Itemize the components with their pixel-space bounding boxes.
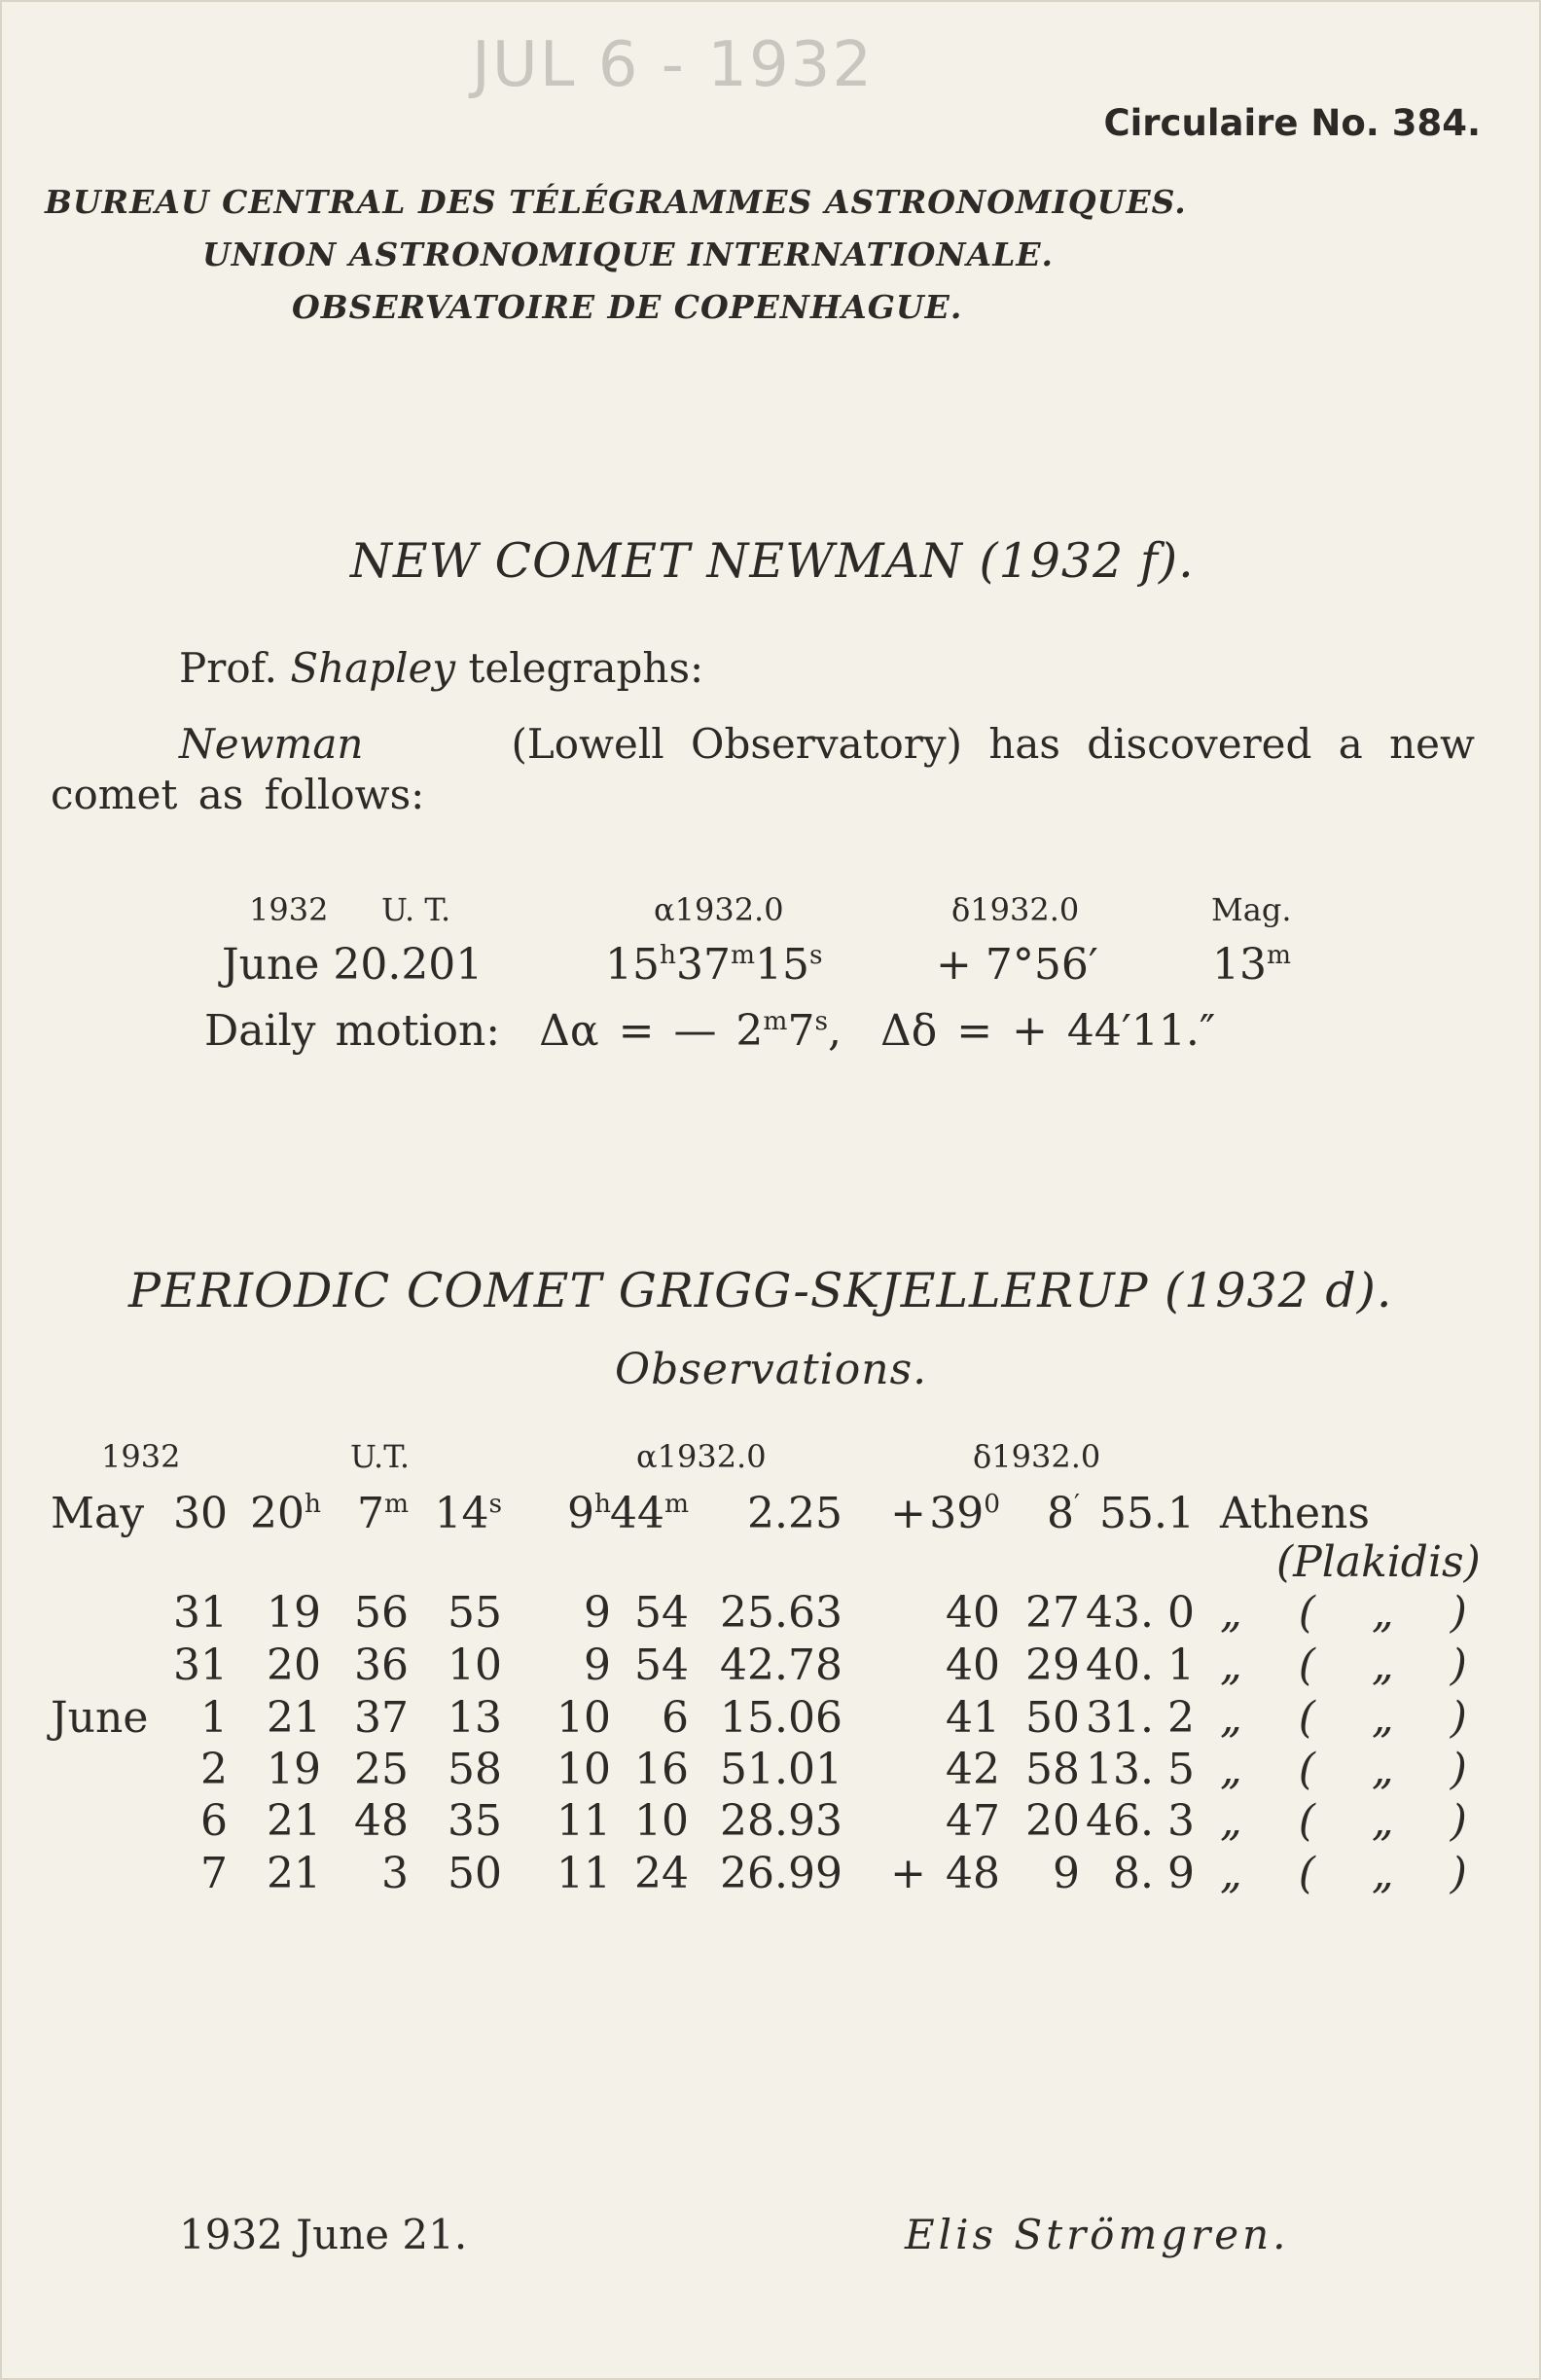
received-stamp: JUL 6 - 1932: [472, 29, 875, 101]
obs-cell-dm: 9: [1053, 1849, 1080, 1898]
obs-cell-m: 37: [354, 1693, 409, 1743]
obs-cell-as: 28.93: [720, 1796, 842, 1846]
section2-subtitle: Observations.: [615, 1345, 928, 1394]
footer-date: 1932 June 21.: [179, 2211, 468, 2258]
header-ra: α1932.0: [654, 891, 784, 928]
obs-cell-m: 56: [354, 1588, 409, 1638]
obs-cell-h: 20: [267, 1641, 321, 1690]
obs-cell-s: 13: [448, 1693, 502, 1743]
obs-cell-as: 2.25: [747, 1489, 842, 1538]
obs-cell-obs: „ ( „ ): [1220, 1641, 1488, 1690]
header-ut: U. T.: [381, 891, 451, 928]
obs-cell-am: 16: [634, 1745, 689, 1794]
obs-cell-ah: 9: [584, 1641, 611, 1690]
obs-cell-as: 15.06: [720, 1693, 842, 1743]
obs-cell-dm: 27: [1025, 1588, 1080, 1638]
obs-cell-dd: 48: [946, 1849, 1000, 1898]
obs-cell-m: 7$^m$: [356, 1489, 409, 1538]
obs-cell-h: 20$^h$: [250, 1489, 321, 1538]
obs-cell-ds: 40. 1: [1086, 1641, 1195, 1690]
obs-cell-as: 51.01: [720, 1745, 842, 1794]
obs-cell-day: 7: [200, 1849, 228, 1898]
discovery-dec: + 7°56′: [936, 940, 1098, 990]
obs-cell-am: 54: [634, 1588, 689, 1638]
obs-cell-obs: „ ( „ ): [1220, 1796, 1488, 1846]
obs-cell-h: 19: [267, 1745, 321, 1794]
obs-cell-am: 54: [634, 1641, 689, 1690]
obs-cell-h: 21: [267, 1796, 321, 1846]
obs-cell-am: 10: [634, 1796, 689, 1846]
obs-cell-day: 31: [173, 1588, 228, 1638]
header-observatory: OBSERVATOIRE DE COPENHAGUE.: [292, 288, 963, 326]
discovery-ra: 15$^h$37$^m$15$^s$: [605, 940, 823, 990]
obs-cell-day: 30: [173, 1489, 228, 1538]
obs-header-ra: α1932.0: [636, 1438, 767, 1475]
obs-cell-obs: „ ( „ ): [1220, 1745, 1488, 1794]
obs-cell-ds: 46. 3: [1086, 1796, 1195, 1846]
discovery-line-2: comet as follows:: [51, 771, 425, 818]
obs-cell-h: 21: [267, 1849, 321, 1898]
obs-cell-s: 58: [448, 1745, 502, 1794]
obs-cell-obs: „ ( „ ): [1220, 1588, 1488, 1638]
obs-cell-h: 19: [267, 1588, 321, 1638]
obs-cell-dm: 50: [1025, 1693, 1080, 1743]
obs-cell-obs: Athens: [1220, 1489, 1370, 1538]
obs-cell-dd: 41: [946, 1693, 1000, 1743]
discovery-mag: 13$^m$: [1212, 940, 1292, 990]
signature: Elis Strömgren.: [905, 2211, 1290, 2258]
obs-cell-dd: 40: [946, 1641, 1000, 1690]
obs-cell-m: 36: [354, 1641, 409, 1690]
obs-cell-ds: 43. 0: [1086, 1588, 1195, 1638]
obs-cell-day: 2: [200, 1745, 228, 1794]
obs-cell-day: 31: [173, 1641, 228, 1690]
obs-cell-ah: 9: [584, 1588, 611, 1638]
obs-cell-ah: 9$^h$: [567, 1489, 611, 1538]
obs-cell-month: June: [51, 1693, 149, 1743]
obs-cell-obs: „ ( „ ): [1220, 1693, 1488, 1743]
obs-cell-dm: 20: [1025, 1796, 1080, 1846]
discovery-line: Newman (Lowell Observatory) has discovered a new: [179, 720, 1475, 768]
obs-cell-dd: 40: [946, 1588, 1000, 1638]
obs-cell-as: 42.78: [720, 1641, 842, 1690]
obs-cell-sign: +: [890, 1849, 926, 1898]
obs-cell-ah: 11: [556, 1849, 611, 1898]
obs-cell-s: 55: [448, 1588, 502, 1638]
obs-cell-ds: 55.1: [1099, 1489, 1195, 1538]
obs-cell-dd: 47: [946, 1796, 1000, 1846]
obs-cell-day: 6: [200, 1796, 228, 1846]
obs-cell-ah: 10: [556, 1745, 611, 1794]
obs-header-year: 1932: [101, 1438, 181, 1475]
obs-cell-sign: +: [890, 1489, 926, 1538]
circular-number: Circulaire No. 384.: [1103, 102, 1481, 144]
obs-cell-as: 26.99: [720, 1849, 842, 1898]
header-year: 1932: [249, 891, 329, 928]
obs-cell-as: 25.63: [720, 1588, 842, 1638]
obs-cell-s: 50: [448, 1849, 502, 1898]
obs-cell-am: 44$^m$: [609, 1489, 689, 1538]
obs-cell-dm: 29: [1025, 1641, 1080, 1690]
section1-title: NEW COMET NEWMAN (1932 f).: [350, 533, 1195, 589]
obs-cell-m: 3: [381, 1849, 409, 1898]
obs-cell-dm: 8′: [1047, 1489, 1080, 1538]
obs-cell-h: 21: [267, 1693, 321, 1743]
obs-header-dec: δ1932.0: [973, 1438, 1101, 1475]
obs-cell-m: 48: [354, 1796, 409, 1846]
obs-cell-s: 35: [448, 1796, 502, 1846]
header-union: UNION ASTRONOMIQUE INTERNATIONALE.: [202, 235, 1055, 273]
section2-title: PERIODIC COMET GRIGG-SKJELLERUP (1932 d).: [128, 1263, 1393, 1318]
obs-cell-ds: 31. 2: [1086, 1693, 1195, 1743]
header-dec: δ1932.0: [951, 891, 1080, 928]
obs-cell-am: 24: [634, 1849, 689, 1898]
obs-cell-ah: 10: [556, 1693, 611, 1743]
header-mag: Mag.: [1211, 891, 1292, 928]
observer-plakidis: (Plakidis): [1276, 1537, 1481, 1587]
intro-line: Prof. Shapley telegraphs:: [179, 644, 704, 692]
obs-cell-s: 10: [448, 1641, 502, 1690]
obs-cell-dd: $39^0$: [929, 1489, 1000, 1538]
daily-motion: Daily motion: Δα = — 2$^m$7$^s$, Δδ = + 44′11.″: [204, 1006, 1216, 1056]
obs-cell-month: May: [51, 1489, 145, 1538]
obs-cell-dm: 58: [1025, 1745, 1080, 1794]
obs-cell-am: 6: [662, 1693, 689, 1743]
obs-cell-ds: 13. 5: [1086, 1745, 1195, 1794]
obs-cell-s: 14$^s$: [434, 1489, 502, 1538]
obs-cell-m: 25: [354, 1745, 409, 1794]
obs-cell-ah: 11: [556, 1796, 611, 1846]
obs-cell-day: 1: [200, 1693, 228, 1743]
header-bureau: BUREAU CENTRAL DES TÉLÉGRAMMES ASTRONOMIQUES.: [45, 183, 1187, 221]
obs-cell-obs: „ ( „ ): [1220, 1849, 1488, 1898]
discovery-date: June 20.201: [222, 940, 484, 990]
obs-cell-ds: 8. 9: [1113, 1849, 1195, 1898]
obs-header-ut: U.T.: [350, 1438, 411, 1475]
obs-cell-dd: 42: [946, 1745, 1000, 1794]
